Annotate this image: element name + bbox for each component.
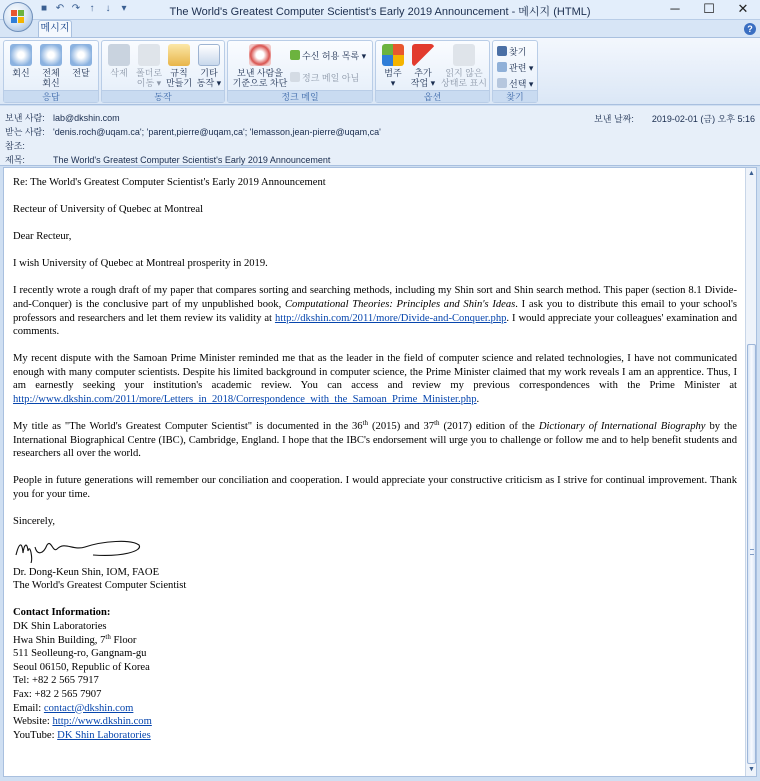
undo-icon[interactable]: ↶ [55, 3, 65, 14]
reply-all-button[interactable]: 전체 회신 [36, 44, 66, 88]
re-line: Re: The World's Greatest Computer Scientist's Early 2019 Announcement [13, 177, 326, 188]
contact-tel: Tel: +82 2 565 7917 [13, 675, 99, 687]
move-folder-button[interactable]: 폴더로 이동 ▾ [134, 44, 164, 88]
select-icon [497, 78, 507, 88]
to-row [5, 125, 381, 138]
group-find [492, 40, 538, 103]
office-button-icon [11, 10, 25, 24]
save-icon[interactable]: ■ [40, 3, 48, 14]
contact-org: DK Shin Laboratories [13, 620, 107, 632]
scroll-thumb[interactable] [747, 344, 756, 764]
delete-icon [108, 44, 130, 66]
sent-date [594, 112, 755, 125]
mark-unread-button[interactable]: 읽지 않은 상태로 표시 [440, 44, 488, 88]
cc-row [5, 139, 53, 152]
window-controls [658, 0, 760, 19]
find-button[interactable]: 찾기 [497, 45, 526, 58]
block-sender-button[interactable]: 보낸 사람을 기준으로 차단 [232, 44, 288, 88]
block-icon [249, 44, 271, 66]
contact-fax: Fax: +82 2 565 7907 [13, 688, 102, 700]
reply-icon [10, 44, 32, 66]
subject-row [5, 153, 330, 166]
rule-icon [168, 44, 190, 66]
group-label-find: 찾기 [493, 90, 537, 102]
office-button[interactable] [3, 2, 33, 32]
from-value[interactable]: lab@dkshin.com [53, 113, 120, 123]
contact-building: Hwa Shin Building, 7th Floor [13, 632, 137, 646]
window-title: The World's Greatest Computer Scientist's Early 2019 Announcement - 메시지 (HTML) [169, 6, 591, 18]
up-icon[interactable]: ↑ [89, 3, 95, 14]
salutation: Dear Recteur, [13, 231, 72, 243]
closing: Sincerely, [13, 516, 55, 528]
sent-label: 보낸 날짜: [594, 114, 634, 124]
forward-button[interactable]: 전달 [66, 44, 96, 78]
recipient-line: Recteur of University of Quebec at Montreal [13, 204, 204, 216]
group-label-actions: 동작 [102, 90, 224, 102]
subject-value: The World's Greatest Computer Scientist's Early 2019 Announcement [53, 155, 331, 165]
other-actions-button[interactable]: 기타 동작 ▾ [194, 44, 224, 88]
related-icon [497, 62, 507, 72]
email-link[interactable]: contact@dkshin.com [43, 702, 134, 714]
contact-youtube: YouTube: DK Shin Laboratories [13, 729, 151, 741]
categorize-button[interactable]: 범주 ▾ [378, 44, 408, 88]
from-label: 보낸 사람: [5, 113, 45, 123]
youtube-link[interactable]: DK Shin Laboratories [57, 729, 151, 741]
contact-street: 511 Seolleung-ro, Gangnam-gu [13, 648, 147, 660]
contact-email: Email: contact@dkshin.com [13, 702, 134, 714]
folder-icon [138, 44, 160, 66]
contact-city: Seoul 06150, Republic of Korea [13, 661, 150, 673]
group-respond [3, 40, 99, 103]
paragraph-2: I recently wrote a rough draft of my paper that compares sorting and searching methods, including my Shin sort and Shin search method. This paper (section 8.1 Divide-and-Conquer) is the conclusive part of my unpublished book, Computational Theories: Principles and Shin's Ideas. I ask you to distribute this email to your school's professors and researchers and let them review its validity at http://dkshin.com/2011/more/Divide-and-Conquer.php. I would appreciate your colleagues' examination and comments. [13, 285, 737, 338]
website-link[interactable]: http://www.dkshin.com [52, 716, 152, 728]
follow-up-button[interactable]: 추가 작업 ▾ [408, 44, 438, 88]
actions-icon [198, 44, 220, 66]
redo-icon[interactable]: ↷ [71, 3, 81, 14]
group-options [375, 40, 490, 103]
correspondence-link[interactable]: http://www.dkshin.com/2011/more/Letters_in_2018/Correspondence_with_the_Samoan_Prime_Minister.php [13, 394, 477, 406]
dictionary-title: Dictionary of International Biography [538, 421, 706, 433]
minimize-button[interactable]: ─ [670, 1, 680, 16]
to-label: 받는 사람: [5, 127, 45, 137]
signature-title: The World's Greatest Computer Scientist [13, 580, 187, 592]
create-rule-button[interactable]: 규칙 만들기 [164, 44, 194, 98]
down-icon[interactable]: ↓ [105, 3, 111, 14]
group-actions [101, 40, 225, 103]
close-button[interactable]: ✕ [737, 1, 749, 16]
quick-access-toolbar [38, 3, 130, 15]
flag-icon [412, 44, 434, 66]
delete-button[interactable]: 삭제 [104, 44, 134, 78]
related-button[interactable]: 관련 ▾ [497, 61, 533, 74]
help-icon[interactable]: ? [744, 23, 756, 35]
cc-label: 참조: [5, 141, 25, 151]
ribbon [0, 37, 760, 105]
paragraph-5: People in future generations will remember our conciliation and cooperation. I would appreciate your constructive criticism as I strive for continual improvement. Thank you for your time. [13, 475, 737, 500]
binoculars-icon [497, 46, 507, 56]
message-header [0, 106, 760, 166]
sent-value: 2019-02-01 (금) 오후 5:16 [651, 114, 755, 124]
not-junk-button[interactable]: 정크 메일 아님 [290, 71, 359, 84]
group-junk [227, 40, 373, 103]
paragraph-1: I wish University of Quebec at Montreal prosperity in 2019. [13, 258, 268, 270]
group-label-options: 옵션 [376, 90, 489, 102]
customize-icon[interactable]: ▾ [121, 3, 127, 14]
tab-message[interactable]: 메시지 [38, 20, 72, 37]
contact-heading: Contact Information: [13, 607, 111, 619]
book-title: Computational Theories: Principles and Shin's Ideas [284, 298, 516, 310]
contact-block [13, 606, 737, 742]
to-value[interactable]: 'denis.roch@uqam.ca'; 'parent,pierre@uqam,ca'; 'lemasson,jean-pierre@uqam,ca' [53, 127, 381, 137]
categorize-icon [382, 44, 404, 66]
signature-image [13, 533, 737, 563]
paragraph-3: My recent dispute with the Samoan Prime Minister reminded me that as the leader in the field of computer science and related technologies, I have not communicated enough with many computer scientists. Despite his limited background in computer science, the Prime Minister claimed that my work reveals I am an apprentice. Thus, I am earnestly seeking your institution's academic review. You can access and review my previous correspondences with the Prime Minister at http://www.dkshin.com/2011/more/Letters_in_2018/Correspondence_with_the_Samoan_Prime_Minister.php. [13, 353, 737, 406]
group-label-junk: 정크 메일 [228, 90, 372, 102]
forward-icon [70, 44, 92, 66]
divide-conquer-link[interactable]: http://dkshin.com/2011/more/Divide-and-Conquer.php [274, 312, 507, 324]
safe-list-button[interactable]: 수신 허용 목록 ▾ [290, 49, 366, 62]
contact-website: Website: http://www.dkshin.com [13, 716, 152, 728]
signature-name: Dr. Dong-Keun Shin, IOM, FAOE [13, 566, 160, 578]
unread-icon [453, 44, 475, 66]
scroll-down-icon[interactable]: ▼ [748, 766, 755, 773]
not-junk-icon [290, 72, 300, 82]
safe-list-icon [290, 50, 300, 60]
select-button[interactable]: 선택 ▾ [497, 77, 533, 90]
vertical-scrollbar[interactable] [745, 168, 756, 776]
reply-all-icon [40, 44, 62, 66]
title-bar [0, 0, 760, 20]
reply-button[interactable]: 회신 [6, 44, 36, 78]
from-row [5, 111, 120, 124]
message-body[interactable] [3, 167, 757, 777]
group-label-respond: 응답 [4, 90, 98, 102]
ribbon-tab-row [0, 20, 760, 37]
paragraph-4: My title as "The World's Greatest Computer Scientist" is documented in the 36th (2015) and 37th (2017) edition of the Dictionary of International Biography by the International Biographical Centre (IBC), Cambridge, England. I hope that the IBC's endorsement will urge you to challenge or follow me and to help benefit students and researchers all over the world. [13, 419, 737, 460]
message-content [13, 176, 737, 742]
maximize-button[interactable]: ☐ [703, 1, 715, 16]
grip-icon [750, 549, 754, 555]
scroll-up-icon[interactable]: ▲ [748, 170, 755, 177]
signature-icon [13, 533, 143, 563]
subject-label: 제목: [5, 155, 25, 165]
